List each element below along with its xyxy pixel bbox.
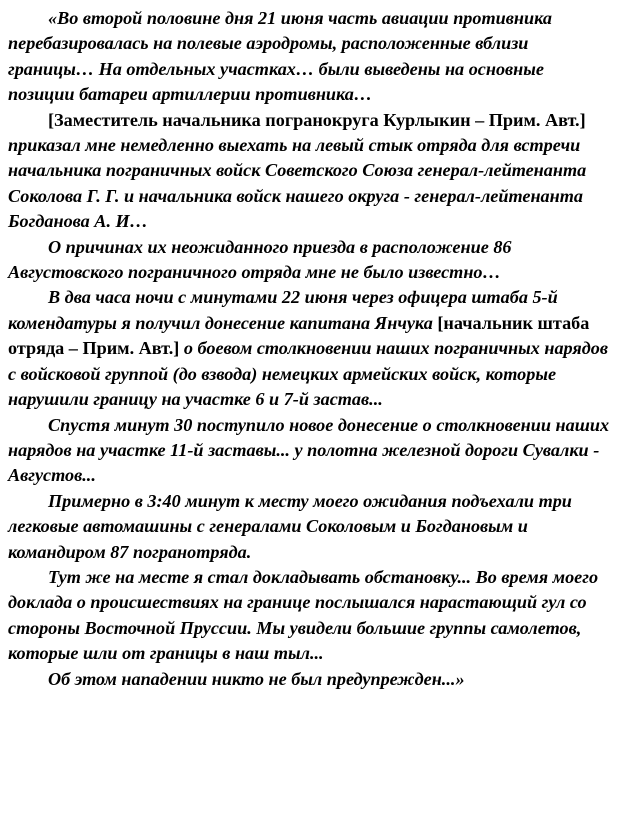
paragraph-4 — [8, 285, 612, 412]
paragraph-4-text-start: В два часа ночи с минутами 22 июня через офицера штаба 5-й комендатуры я получил донесение капитана Янчука — [8, 287, 558, 333]
paragraph-3-text: О причинах их неожиданного приезда в расположение 86 Августовского пограничного отряда мне не было известно… — [8, 236, 512, 283]
paragraph-5-text: Спустя минут 30 поступило новое донесение о столкновении наших нарядов на участке 11-й заставы... у полотна железной дороги Сувалки - Августов... — [8, 414, 610, 486]
paragraph-8 — [8, 667, 612, 692]
paragraph-2 — [8, 108, 612, 235]
paragraph-2-text: приказал мне немедленно выехать на левый стык отряда для встречи начальника пограничных войск Советского Союза генерал-лейтенанта Соколова Г. Г. и начальника войск нашего округа - генерал-лейтенанта Богданова А. И… — [8, 135, 587, 232]
paragraph-7 — [8, 565, 612, 667]
paragraph-4-bracket-note: [начальник штаба отряда – Прим. Авт.] — [8, 312, 590, 359]
document-text — [8, 6, 612, 692]
paragraph-7-text: Тут же на месте я стал докладывать обстановку... Во время моего доклада о происшествиях на границе послышался нарастающий гул со стороны Восточной Пруссии. Мы увидели большие группы самолетов, которые шли от границы в наш тыл... — [8, 566, 599, 664]
paragraph-6-text: Примерно в 3:40 минут к месту моего ожидания подъехали три легковые автомашины с генералами Соколовым и Богдановым и командиром 87 погранотряда. — [8, 490, 572, 562]
paragraph-6 — [8, 489, 612, 565]
paragraph-5 — [8, 413, 612, 489]
paragraph-8-text: Об этом нападении никто не был предупрежден...» — [48, 668, 465, 689]
paragraph-3 — [8, 235, 612, 286]
paragraph-1-text: «Во второй половине дня 21 июня часть авиации противника перебазировалась на полевые аэродромы, расположенные вблизи границы… На отдельных участках… были выведены на основные позиции батареи артиллерии противника… — [8, 8, 552, 105]
paragraph-1 — [8, 6, 612, 108]
paragraph-4-text-end: о боевом столкновении наших пограничных нарядов с войсковой группой (до взвода) немецких армейских войск, которые нарушили границу на участке 6 и 7-й застав... — [8, 338, 609, 410]
paragraph-2-bracket-note: [Заместитель начальника погранокруга Курлыкин – Прим. Авт.] — [48, 109, 586, 130]
